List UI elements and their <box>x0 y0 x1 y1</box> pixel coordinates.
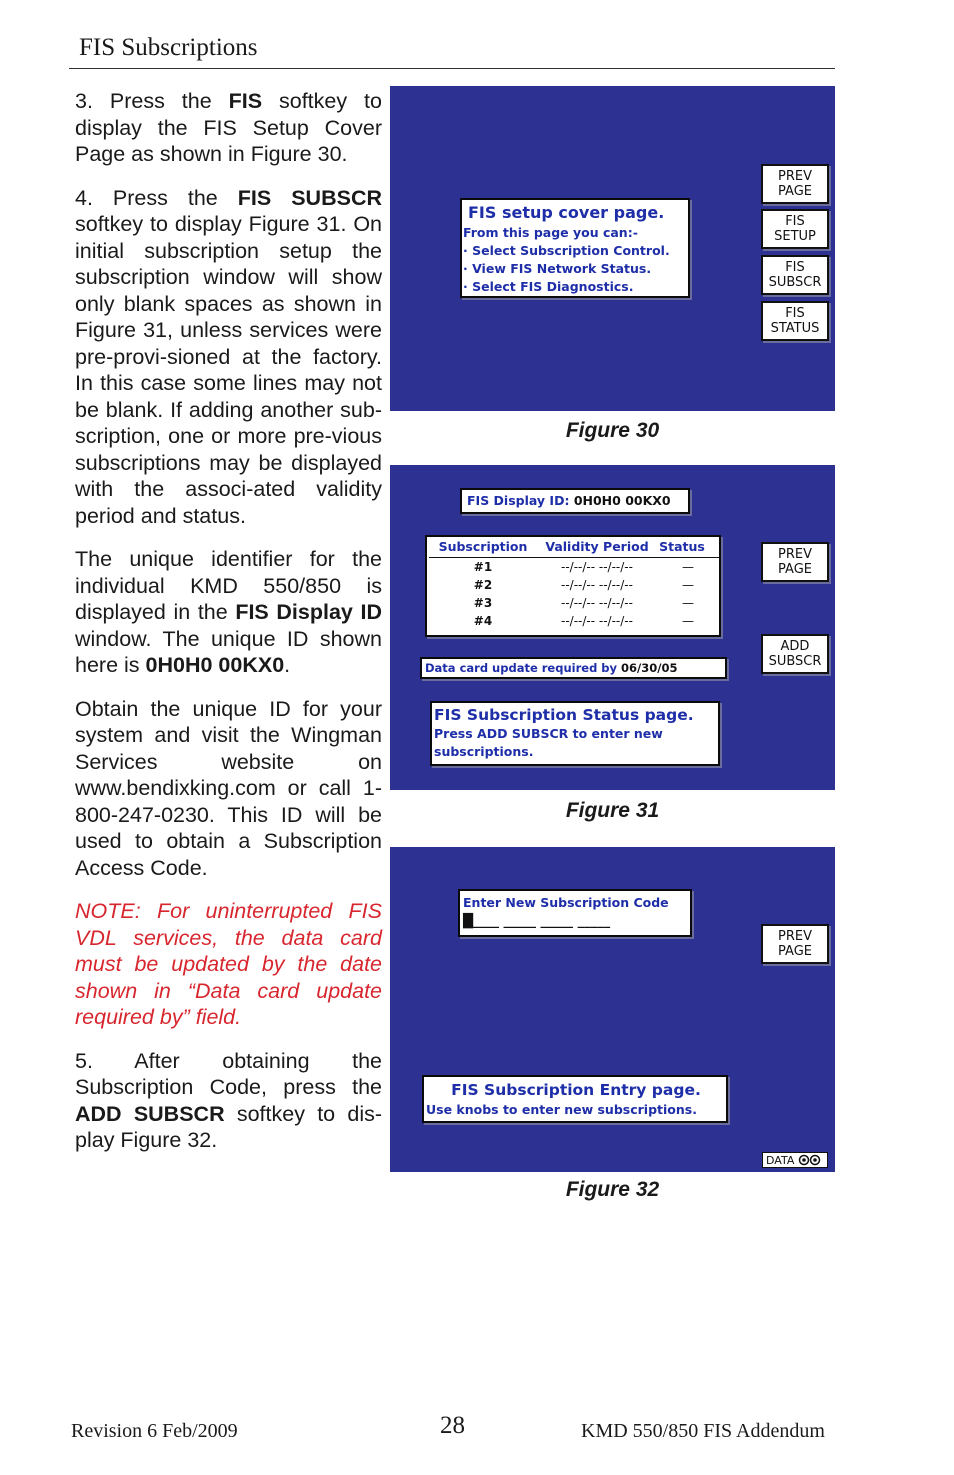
cover-page-line: · Select Subscription Control. <box>463 243 670 258</box>
cover-page-line: · View FIS Network Status. <box>463 261 652 276</box>
fis-status-softkey[interactable] <box>761 301 829 341</box>
softkey-label: PAGE <box>778 184 812 199</box>
unique-id-value: 0H0H0 00KX0 <box>145 653 285 677</box>
entry-cursor: █ <box>463 914 473 929</box>
subscription-cell: #3 <box>473 596 493 610</box>
cover-page-line: · Select FIS Diagnostics. <box>463 279 634 294</box>
fis-setup-softkey[interactable] <box>761 209 829 249</box>
softkey-label: PAGE <box>778 944 812 959</box>
cover-page-window <box>460 198 690 298</box>
unique-id-text-mid: window. The unique ID shown here is <box>75 626 382 677</box>
unique-id-text: The unique identifier for the individual KMD 550/850 is displayed in the <box>75 547 382 624</box>
figure-32-caption: Figure 32 <box>565 1178 660 1201</box>
subscription-cell: #1 <box>473 560 493 574</box>
entry-title: Enter New Subscription Code <box>463 895 669 910</box>
subscription-cell: #2 <box>473 578 493 592</box>
prev-page-softkey[interactable] <box>761 924 829 964</box>
entry-code-field[interactable]: ____ _____ _____ _____ <box>473 914 611 929</box>
status-page-line: Press ADD SUBSCR to enter new <box>434 726 663 741</box>
validity-cell: --/--/-- --/--/-- <box>561 614 633 628</box>
table-row <box>429 576 719 594</box>
status-page-window <box>430 701 720 766</box>
step-3-text-end: softkey to display the FIS Setup Cover Page as shown in Figure 30. <box>75 89 382 166</box>
column-header: Validity Period <box>545 539 649 554</box>
fis-subscr-keyword: FIS SUBSCR <box>237 185 382 210</box>
cover-page-title: FIS setup cover page. <box>468 203 665 222</box>
validity-cell: --/--/-- --/--/-- <box>561 578 633 592</box>
step-5-paragraph <box>75 1048 382 1154</box>
display-id-label: FIS Display ID: <box>467 493 570 508</box>
update-date: 06/30/05 <box>621 661 678 675</box>
status-cell: — <box>682 578 694 592</box>
softkey-label: PAGE <box>778 562 812 577</box>
step-3-text: 3. Press the <box>75 89 229 113</box>
subscription-cell: #4 <box>473 614 493 628</box>
softkey-label: FIS <box>785 260 805 275</box>
table-row <box>429 558 719 576</box>
add-subscr-keyword: ADD SUBSCR <box>75 1101 225 1126</box>
entry-code-row[interactable] <box>463 913 690 931</box>
unique-id-text-end: . <box>284 653 291 677</box>
softkey-label: PREV <box>778 169 812 184</box>
figure-30-caption: Figure 30 <box>565 419 660 442</box>
figure-30-screen <box>390 86 835 411</box>
table-row <box>429 594 719 612</box>
header-rule <box>69 68 835 69</box>
prev-page-softkey[interactable] <box>761 542 829 582</box>
fis-subscr-softkey[interactable] <box>761 255 829 295</box>
note-paragraph: NOTE: For uninterrupted FIS VDL services, the data card must be updated by the date shown in “Data card update required by” field. <box>75 899 382 1029</box>
entry-page-window <box>422 1075 728 1123</box>
entry-page-title: FIS Subscription Entry page. <box>451 1081 701 1099</box>
status-page-line: subscriptions. <box>434 744 534 759</box>
column-header: Subscription <box>438 539 528 554</box>
obtain-id-paragraph: Obtain the unique ID for your system and visit the Wingman Services website on www.bendixking.com or call 1-800-247-0230. This ID will be used to obtain a Subscription Access Code. <box>75 696 382 880</box>
footer-page-number: 28 <box>440 1412 465 1439</box>
step-4-text: 4. Press the <box>75 185 238 210</box>
step-4-text-end: softkey to display Figure 31. On initial subscription setup the subscription window will show only blank spaces as shown in Figure 31, unless services were pre-provi-sioned at the factory. In this case some lines may not be blank. If adding another sub-scription, one or more pre-vious subscriptions may be displayed with the associ-ated validity period and status. <box>75 212 382 528</box>
step-5-text: 5. After obtaining the Subscription Code, press the <box>75 1048 382 1099</box>
status-cell: — <box>682 596 694 610</box>
body-text-column <box>75 88 382 1171</box>
prev-page-softkey[interactable] <box>761 164 829 204</box>
table-row <box>429 612 719 630</box>
subscription-table <box>425 535 721 637</box>
data-card-update-window <box>420 657 727 679</box>
softkey-label: FIS <box>785 306 805 321</box>
status-page-title: FIS Subscription Status page. <box>434 706 694 724</box>
softkey-label: SUBSCR <box>768 275 822 290</box>
softkey-label: PREV <box>778 547 812 562</box>
display-id-value: 0H0H0 00KX0 <box>573 493 671 508</box>
fis-display-id-keyword: FIS Display ID <box>235 600 382 624</box>
data-indicator <box>762 1152 828 1168</box>
step-5-text-end: softkey to dis-play Figure 32. <box>75 1101 383 1152</box>
softkey-label: SUBSCR <box>768 654 822 669</box>
softkey-label: STATUS <box>770 321 820 336</box>
status-cell: — <box>682 560 694 574</box>
add-subscr-softkey[interactable] <box>761 634 829 674</box>
softkey-label: SETUP <box>774 229 816 244</box>
table-header <box>429 537 719 558</box>
figure-31-screen <box>390 465 835 790</box>
unique-id-paragraph <box>75 546 382 679</box>
footer-revision: Revision 6 Feb/2009 <box>71 1420 238 1442</box>
step-3-paragraph <box>75 88 382 168</box>
softkey-label: PREV <box>778 929 812 944</box>
subscription-code-entry[interactable] <box>458 889 692 937</box>
figure-31-caption: Figure 31 <box>565 799 660 822</box>
data-label: DATA <box>766 1153 795 1167</box>
fis-display-id-window <box>460 488 690 514</box>
status-cell: — <box>682 614 694 628</box>
page-header-title: FIS Subscriptions <box>79 34 258 61</box>
validity-cell: --/--/-- --/--/-- <box>561 596 633 610</box>
softkey-label: ADD <box>780 639 810 654</box>
softkey-label: FIS <box>785 214 805 229</box>
validity-cell: --/--/-- --/--/-- <box>561 560 633 574</box>
cover-page-line: From this page you can:- <box>463 225 638 240</box>
update-label: Data card update required by <box>425 661 618 675</box>
step-4-paragraph <box>75 185 382 530</box>
entry-page-line: Use knobs to enter new subscriptions. <box>426 1102 697 1117</box>
figure-32-screen <box>390 847 835 1172</box>
fis-keyword: FIS <box>228 89 263 113</box>
data-card-icon <box>797 1154 823 1166</box>
column-header: Status <box>659 539 705 554</box>
footer-document-title: KMD 550/850 FIS Addendum <box>581 1420 825 1442</box>
